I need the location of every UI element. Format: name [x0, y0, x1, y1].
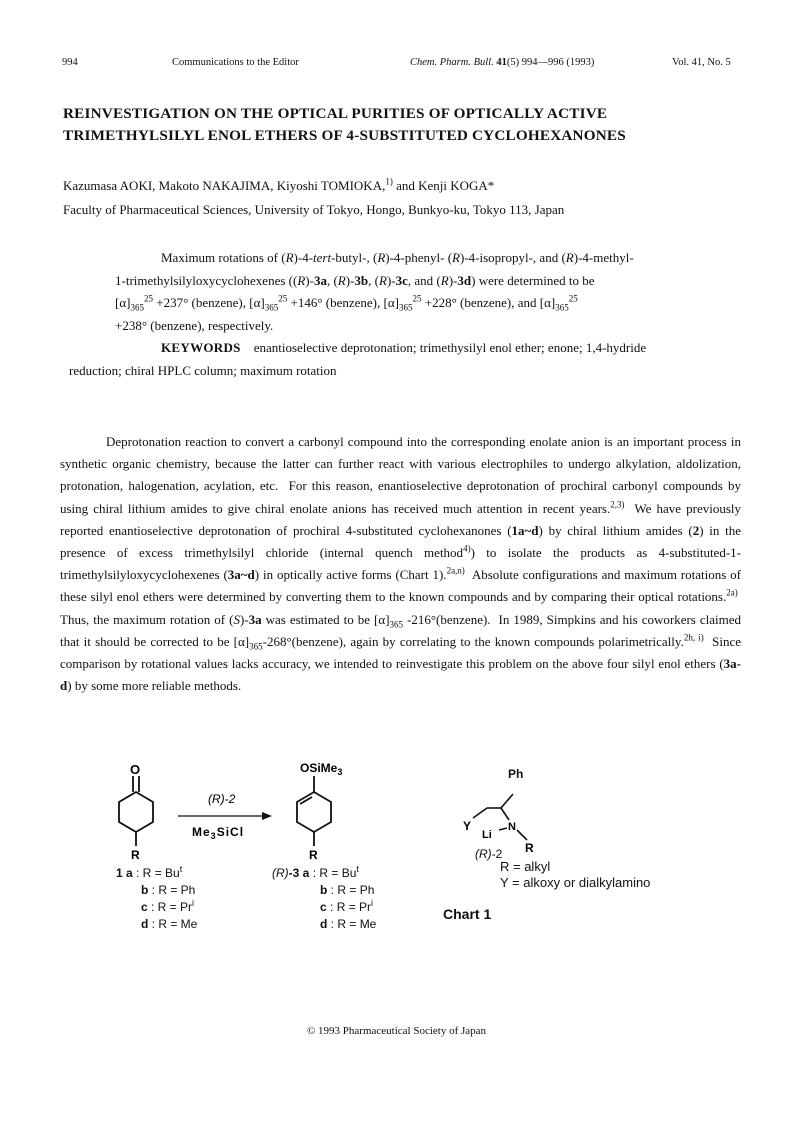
body-text	[60, 431, 741, 697]
compound-3d: d : R = Me	[320, 917, 377, 931]
enol-ether-structure	[297, 776, 331, 846]
compound-3c: c : $R = Pr^i$	[320, 898, 374, 914]
amide-def-r: R = alkyl	[500, 859, 551, 874]
reagent-bottom: $Me_3SiCl$	[192, 825, 245, 841]
amide-ph: Ph	[508, 767, 524, 781]
volume-info: Vol. 41, No. 5	[672, 57, 731, 68]
product-r-group: R	[309, 848, 318, 862]
journal-citation: Chem. Pharm. Bull. 41(5) 994—996 (1993)	[410, 57, 595, 68]
reactant-r-group: R	[131, 848, 140, 862]
amide-definitions	[500, 859, 650, 891]
chiral-amide-structure	[455, 790, 565, 860]
article-title	[63, 103, 743, 147]
reaction-scheme	[100, 760, 460, 870]
keywords-label: KEYWORDS	[161, 340, 241, 355]
title-line-2: TRIMETHYLSILYL ENOL ETHERS OF 4-SUBSTITUTED CYCLOHEXANONES	[63, 127, 626, 144]
page-number: 994	[62, 57, 78, 68]
author-last: and Kenji KOGA*	[392, 178, 495, 193]
affiliation: Faculty of Pharmaceutical Sciences, University of Tokyo, Hongo, Bunkyo-ku, Tokyo 113, Japan	[63, 202, 565, 217]
abstract	[69, 247, 715, 382]
amide-def-y: Y = alkoxy or dialkylamino	[500, 875, 651, 890]
keywords: KEYWORDS enantioselective deprotonation; trimethysilyl enol ether; enone; 1,4-hydride reduction; chiral HPLC column; maximum rotation	[69, 340, 647, 378]
arrow-head	[262, 812, 272, 820]
compound-1a: 1 a : $R = Bu^t$	[116, 864, 183, 880]
cyclohexanone-structure	[119, 776, 153, 846]
author-ref: 1)	[385, 176, 393, 187]
copyright-footer: © 1993 Pharmaceutical Society of Japan	[306, 1025, 487, 1037]
compound-1-list	[116, 865, 197, 933]
author-names: Kazumasa AOKI, Makoto NAKAJIMA, Kiyoshi TOMIOKA,	[63, 178, 386, 193]
compound-3b: b : R = Ph	[320, 883, 375, 897]
compound-1b: b : R = Ph	[141, 883, 196, 897]
compound-1c: c : $R = Pr^i$	[141, 898, 195, 914]
abstract-text: Maximum rotations of (R)-4-tert-butyl-, (R)-4-phenyl- (R)-4-isopropyl-, and (R)-4-methyl- 1-trimethylsilyloxycyclohexenes ((R)-3a, (R)-3b, (R)-3c, and (R)-3d) were determined to be $[\alpha]_{365}^{25} +237^\circ$ (benzene), $[\alpha]_{365}^{25} +146^\circ$ (benzene), $[\alpha]_{365}^{25} +228^\circ$ (benzene), and $[\alpha]_{365}^{25}$ +238° (benzene), respectively.	[115, 250, 634, 333]
amide-r: R	[525, 841, 534, 855]
compound-3-list	[272, 865, 376, 933]
amide-y: Y	[463, 819, 472, 833]
title-line-1: REINVESTIGATION ON THE OPTICAL PURITIES OF OPTICALLY ACTIVE	[63, 105, 608, 122]
reagent-top: (R)-2	[208, 792, 236, 806]
paragraph-1: Deprotonation reaction to convert a carbonyl compound into the corresponding enolate anion is an important process in synthetic organic chemistry, because the latter can further react with various electrophiles to undergo alkylation, aldolization, protonation, halogenation, acylation, etc. For this reason, enantioselective deprotonation of prochiral carbonyl compounds by using chiral lithium amides to give chiral enolate anions has received much attention in recent years.$^{2,3)}$ We have previously reported enantioselective deprotonation of prochiral 4-substituted cyclohexanones (1a~d) by chiral lithium amides (2) in the presence of excess trimethylsilyl chloride (internal quench method$^{4)}$) to isolate the products as 4-substituted-1-trimethylsilyloxycyclohexenes (3a~d) in optically active forms (Chart 1).$^{2a,n)}$ Absolute configurations and maximum rotations of these silyl enol ethers were determined by converting them to the known compounds and by comparing their optical rotations.$^{2a)}$ Thus, the maximum rotation of (S)-3a was estimated to be $[\alpha]_{365}$ -216°(benzene). In 1989, Simpkins and his coworkers claimed that it should be corrected to be $[\alpha]_{365}-268^\circ(benzene)$, again by correlating to the known compounds polarimetrically.$^{2h, i)}$ Since comparison by rotational values lacks accuracy, we intended to reinvestigate this problem on the above four silyl enol ethers (3a-d) by some more reliable methods.	[60, 434, 742, 694]
chart-label: Chart 1	[443, 906, 492, 922]
amide-label: (R)-2	[475, 847, 503, 861]
amide-li: Li	[482, 829, 492, 841]
silyloxy-group: OSiMe$_3$	[300, 761, 343, 777]
amide-n: N	[508, 821, 516, 833]
compound-3a: (R)-3 a : $R = Bu^t$	[272, 864, 359, 880]
section-title: Communications to the Editor	[172, 57, 299, 68]
compound-1d: d : R = Me	[141, 917, 198, 931]
carbonyl-oxygen: O	[130, 762, 141, 777]
author-list	[63, 178, 494, 194]
